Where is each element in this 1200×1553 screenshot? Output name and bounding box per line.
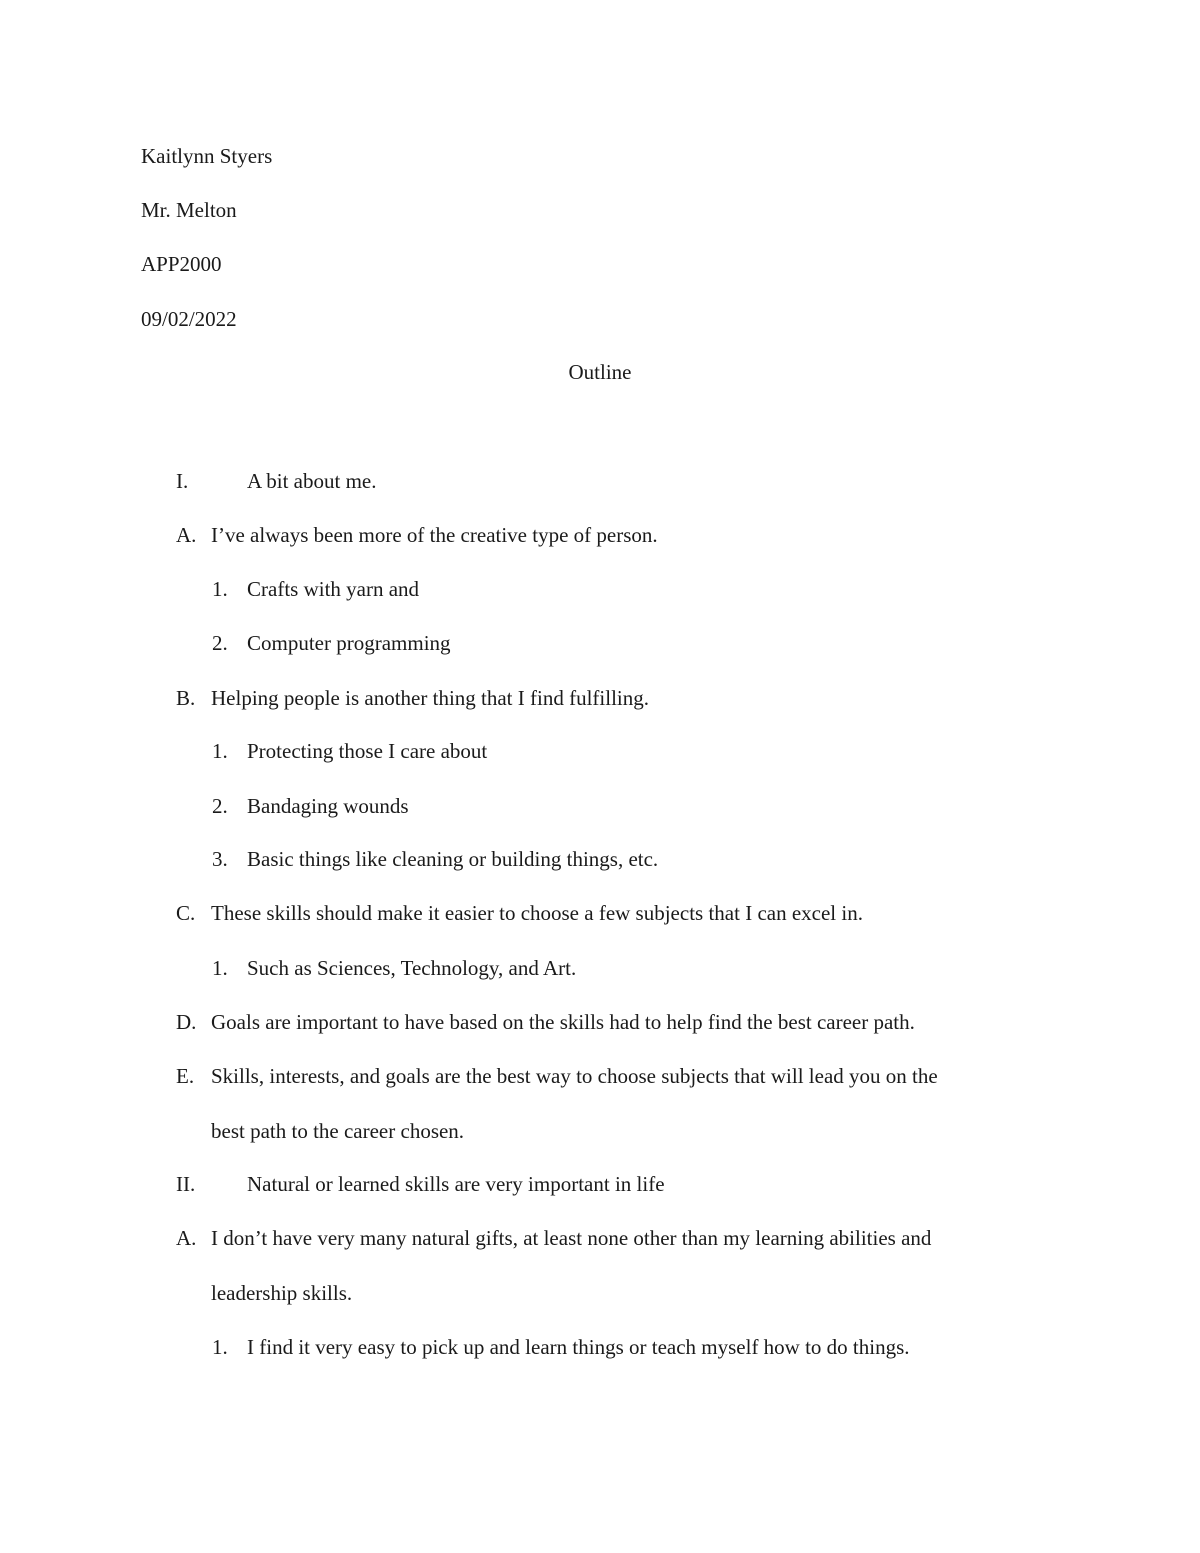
outline-subitem: I find it very easy to pick up and learn things or teach myself how to do things. <box>247 1335 910 1359</box>
outline-item-continuation: best path to the career chosen. <box>211 1119 465 1143</box>
outline-item: I don’t have very many natural gifts, at least none other than my learning abilities and <box>211 1226 932 1250</box>
section-marker: II. <box>176 1172 196 1196</box>
subitem-marker: 1. <box>212 577 228 601</box>
outline-item: Goals are important to have based on the skills had to help find the best career path. <box>211 1010 915 1034</box>
outline-item: I’ve always been more of the creative type of person. <box>211 523 658 547</box>
section-marker: I. <box>176 469 189 493</box>
item-marker: C. <box>176 901 196 925</box>
student-name: Kaitlynn Styers <box>141 144 273 168</box>
item-marker: A. <box>176 523 197 547</box>
subitem-marker: 2. <box>212 631 228 655</box>
outline-item-continuation: leadership skills. <box>211 1281 353 1305</box>
outline-subitem: Computer programming <box>247 631 451 655</box>
section-heading: Natural or learned skills are very important in life <box>247 1172 665 1196</box>
page-title: Outline <box>568 360 632 384</box>
subitem-marker: 1. <box>212 956 228 980</box>
subitem-marker: 3. <box>212 847 228 871</box>
item-marker: E. <box>176 1064 195 1088</box>
subitem-marker: 2. <box>212 794 228 818</box>
instructor-name: Mr. Melton <box>141 198 237 222</box>
outline-item: Skills, interests, and goals are the best way to choose subjects that will lead you on the <box>211 1064 938 1088</box>
section-heading: A bit about me. <box>247 469 377 493</box>
outline-subitem: Basic things like cleaning or building things, etc. <box>247 847 659 871</box>
outline-item: Helping people is another thing that I find fulfilling. <box>211 686 649 710</box>
subitem-marker: 1. <box>212 739 228 763</box>
item-marker: A. <box>176 1226 197 1250</box>
outline-subitem: Such as Sciences, Technology, and Art. <box>247 956 577 980</box>
item-marker: D. <box>176 1010 197 1034</box>
outline-item: These skills should make it easier to choose a few subjects that I can excel in. <box>211 901 863 925</box>
course-code: APP2000 <box>141 252 222 276</box>
outline-subitem: Crafts with yarn and <box>247 577 420 601</box>
outline-subitem: Protecting those I care about <box>247 739 488 763</box>
date: 09/02/2022 <box>141 307 237 331</box>
subitem-marker: 1. <box>212 1335 228 1359</box>
item-marker: B. <box>176 686 196 710</box>
outline-subitem: Bandaging wounds <box>247 794 409 818</box>
